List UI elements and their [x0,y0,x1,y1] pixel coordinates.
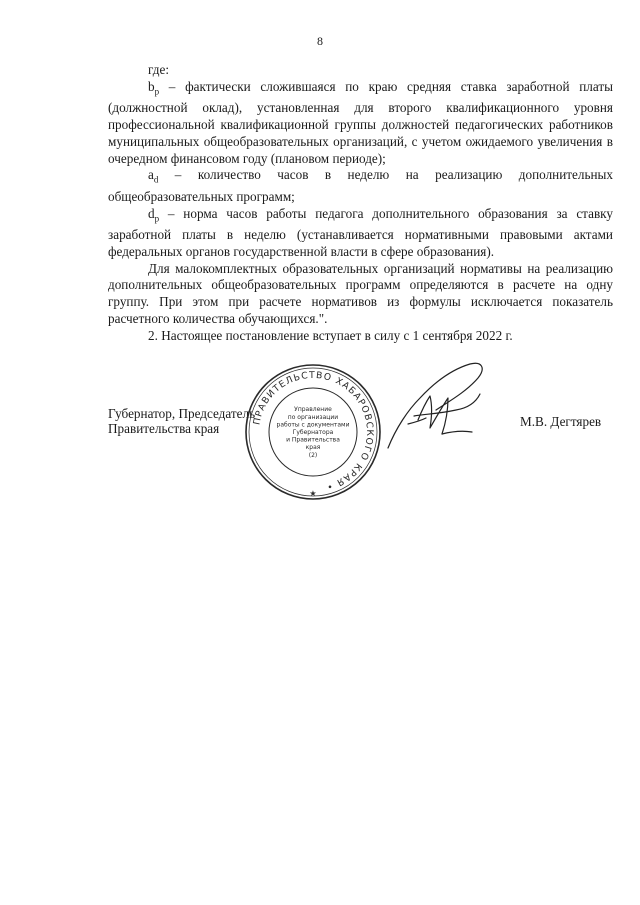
paragraph-effective-date: 2. Настоящее постановление вступает в силу с 1 сентября 2022 г. [148,327,513,343]
seal-center-line: работы с документами [276,421,350,429]
definition-ad [108,167,613,205]
handwritten-signature [378,358,488,458]
seal-center-line: по организации [287,413,339,421]
seal-star-icon: ★ [309,489,317,498]
seal-center-line: (2) [308,451,318,459]
definition-dp [108,206,613,261]
definition-bp [108,79,613,168]
definition-text: – фактически сложившаяся по краю средняя ставка заработной платы (должностной оклад), установленная для второго квалификационного уровня профессиональной квалификационной группы должностей педагогических работников муниципальных общеобразовательных организаций, с учетом ожидаемого увеличения в очередном финансовом году (плановом периоде); [108,78,613,166]
signatory-name: М.В. Дегтярев [520,414,602,429]
seal-ring-text: ПРАВИТЕЛЬСТВО ХАБАРОВСКОГО КРАЯ • [251,369,376,493]
definition-symbol: a [148,167,154,183]
definition-symbol: d [148,205,155,221]
definition-text: – количество часов в неделю на реализацию дополнительных общеобразовательных программ; [108,167,613,204]
seal-center-line: Управление [294,406,332,414]
seal-center-line: края [305,444,321,452]
definition-symbol: b [148,78,155,94]
official-seal [243,362,383,502]
seal-center-line: и Правительства [286,436,340,444]
lead-text: где: [148,62,169,77]
definition-subscript: р [154,213,160,224]
signatory-title [108,407,255,436]
signatory-title-line1: Губернатор, Председатель [108,406,256,421]
definition-subscript: d [153,175,159,186]
definition-text: – норма часов работы педагога дополнительного образования за ставку заработной платы в неделю (устанавливается нормативными правовыми актами федеральных органов государственной власти в сфере образования). [108,205,613,259]
page-number: 8 [317,34,323,48]
definition-subscript: р [154,86,160,97]
paragraph-small-schools: Для малокомплектных образовательных организаций нормативы на реализацию дополнительных общеобразовательных программ определяются в расчете на одну группу. При этом при расчете нормативов из формулы исключается показатель расчетного количества обучающихся.". [108,260,613,327]
seal-center-text [277,406,350,459]
seal-center-line: Губернатора [292,429,334,436]
document-body [108,62,613,345]
signatory-title-line2: Правительства края [108,420,220,436]
